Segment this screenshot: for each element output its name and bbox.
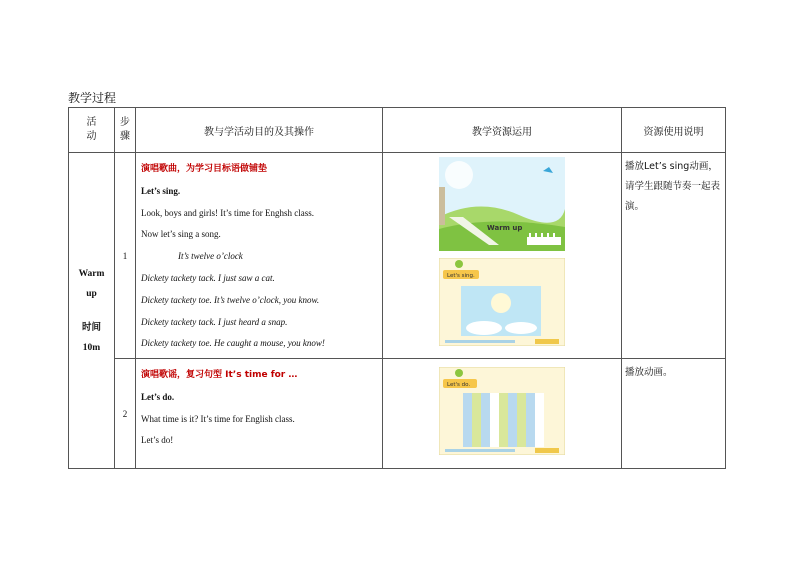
time-value: 10m xyxy=(82,342,101,353)
song-title: It’s twelve o’clock xyxy=(178,251,243,262)
lets-do-image xyxy=(439,367,565,455)
content-line: Now let’s sing a song. xyxy=(141,229,221,240)
activity-content xyxy=(136,359,383,469)
resource-note: 播放动画。 xyxy=(622,359,726,469)
header-content: 教与学活动目的及其操作 xyxy=(136,108,383,153)
step-number: 2 xyxy=(115,359,136,469)
content-line: Let’s sing. xyxy=(141,185,181,196)
warm-up-caption: Warm up xyxy=(487,224,523,232)
resource-cell xyxy=(383,359,622,469)
header-note: 资源使用说明 xyxy=(622,108,726,153)
table-header-row xyxy=(69,108,726,153)
resource-note: 播放Let’s sing动画，请学生跟随节奏一起表演。 xyxy=(622,153,726,359)
lets-sing-caption: Let's sing. xyxy=(447,273,475,279)
activity-name-1: Warm xyxy=(78,268,105,279)
content-line: Let’s do. xyxy=(141,391,175,402)
lets-do-caption: Let's do. xyxy=(447,382,471,388)
song-line: Dickety tackety toe. He caught a mouse, you know! xyxy=(141,338,325,349)
warm-up-image xyxy=(439,157,565,251)
header-step: 步 骤 xyxy=(115,108,136,153)
header-activity: 活 动 xyxy=(69,108,115,153)
activity-title: 演唱歌曲，为学习目标语做铺垫 xyxy=(141,164,268,174)
header-resource: 教学资源运用 xyxy=(383,108,622,153)
content-line: What time is it? It’s time for English class. xyxy=(141,413,295,424)
song-line: Dickety tackety tack. I just saw a cat. xyxy=(141,272,275,283)
song-line: Dickety tackety toe. It’s twelve o’clock, you know. xyxy=(141,294,320,305)
song-line: Dickety tackety tack. I just heard a snap. xyxy=(141,316,288,327)
lets-sing-image xyxy=(439,258,565,346)
table-row xyxy=(69,153,726,359)
time-label: 时间 xyxy=(81,322,101,333)
activity-cell xyxy=(69,153,115,469)
lesson-table xyxy=(68,107,726,469)
content-line: Let’s do! xyxy=(141,435,174,446)
resource-cell xyxy=(383,153,622,359)
activity-title: 演唱歌谣，复习句型 It’s time for … xyxy=(141,370,298,380)
activity-content xyxy=(136,153,383,359)
section-heading: 教学过程 xyxy=(68,91,117,105)
step-number: 1 xyxy=(115,153,136,359)
content-line: Look, boys and girls! It’s time for Enghsh class. xyxy=(141,207,314,218)
table-row xyxy=(69,359,726,469)
activity-name-2: up xyxy=(86,288,97,299)
